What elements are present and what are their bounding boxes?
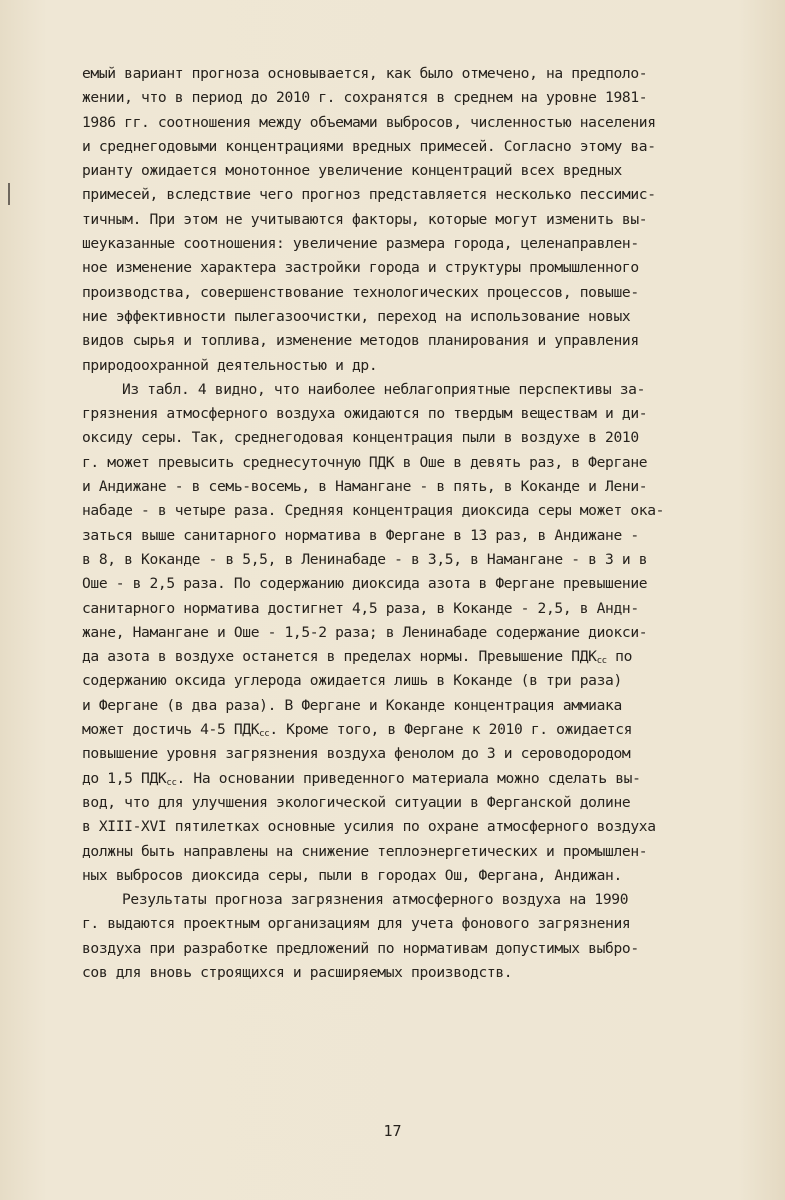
- text-line: может достичь 4-5 $ПДК_{cc}$. Кроме того, в Фергане к 2010 г. ожидается: [82, 721, 633, 740]
- text-line: производства, совершенствование технологических процессов, повыше-: [82, 283, 639, 301]
- text-line: заться выше санитарного норматива в Фергане в 13 раз, в Андижане -: [82, 526, 639, 544]
- text-line: г. выдаются проектным организациям для учета фонового загрязнения: [82, 915, 631, 933]
- text-line: в 8, в Коканде - в 5,5, в Ленинабаде - в 3,5, в Намангане - в 3 и в: [82, 550, 648, 568]
- text-line: тичным. При этом не учитываются факторы, которые могут изменить вы-: [82, 210, 648, 228]
- text-line: Из табл. 4 видно, что наиболее неблагоприятные перспективы за-: [122, 380, 646, 398]
- text-line: видов сырья и топлива, изменение методов планирования и управления: [82, 332, 639, 350]
- text-line: Оше - в 2,5 раза. По содержанию диоксида азота в Фергане превышение: [82, 575, 648, 593]
- text-line: содержанию оксида углерода ожидается лишь в Коканде (в три раза): [82, 672, 622, 690]
- text-line: повышение уровня загрязнения воздуха фенолом до 3 и сероводородом: [82, 745, 631, 763]
- text-line: да азота в воздухе останется в пределах нормы. Превышение $ПДК_{cc}$ по: [82, 648, 633, 667]
- text-line: и Андижане - в семь-восемь, в Намангане - в пять, в Коканде и Лени-: [82, 478, 648, 496]
- text-line: г. может превысить среднесуточную ПДК в Оше в девять раз, в Фергане: [82, 453, 648, 471]
- text-line: и среднегодовыми концентрациями вредных примесей. Согласно этому ва-: [82, 137, 656, 155]
- text-line: в XIII-XVI пятилетках основные усилия по охране атмосферного воздуха: [82, 818, 656, 836]
- text-line: и Фергане (в два раза). В Фергане и Коканде концентрация аммиака: [82, 696, 622, 714]
- text-line: примесей, вследствие чего прогноз представляется несколько пессимис-: [82, 186, 656, 204]
- text-line: набаде - в четыре раза. Средняя концентрация диоксида серы может ока-: [82, 502, 665, 520]
- text-line: сов для вновь строящихся и расширяемых производств.: [82, 963, 513, 981]
- text-line: ние эффективности пылегазоочистки, переход на использование новых: [82, 307, 631, 325]
- text-line: санитарного норматива достигнет 4,5 раза, в Коканде - 2,5, в Андн-: [82, 599, 639, 617]
- margin-mark: [8, 183, 10, 205]
- text-line: должны быть направлены на снижение теплоэнергетических и промышлен-: [82, 842, 648, 860]
- text-line: 1986 гг. соотношения между объемами выбросов, численностью населения: [82, 113, 656, 131]
- paragraph: [82, 62, 737, 378]
- text-line: до 1,5 $ПДК_{cc}$. На основании приведенного материала можно сделать вы-: [82, 769, 641, 788]
- text-line: природоохранной деятельностью и др.: [82, 356, 378, 374]
- page-number: 17: [383, 1122, 402, 1140]
- text-line: грязнения атмосферного воздуха ожидаются по твердым веществам и ди-: [82, 405, 648, 423]
- text-line: оксиду серы. Так, среднегодовая концентрация пыли в воздухе в 2010: [82, 429, 639, 447]
- paragraph: [82, 888, 737, 985]
- text-line: ное изменение характера застройки города и структуры промышленного: [82, 259, 639, 277]
- text-line: жении, что в период до 2010 г. сохранятся в среднем на уровне 1981-: [82, 89, 648, 107]
- text-line: Результаты прогноза загрязнения атмосферного воздуха на 1990: [122, 891, 629, 909]
- text-line: шеуказанные соотношения: увеличение размера города, целенаправлен-: [82, 235, 639, 253]
- text-line: воздуха при разработке предложений по нормативам допустимых выбро-: [82, 939, 639, 957]
- paragraph: [82, 378, 737, 888]
- text-line: ных выбросов диоксида серы, пыли в городах Ош, Фергана, Андижан.: [82, 866, 622, 884]
- text-line: рианту ожидается монотонное увеличение концентраций всех вредных: [82, 162, 622, 180]
- text-line: жане, Намангане и Оше - 1,5-2 раза; в Ленинабаде содержание диокси-: [82, 623, 648, 641]
- text-line: вод, что для улучшения экологической ситуации в Ферганской долине: [82, 793, 631, 811]
- body-text: [82, 62, 737, 985]
- text-line: емый вариант прогноза основывается, как было отмечено, на предполо-: [82, 65, 648, 82]
